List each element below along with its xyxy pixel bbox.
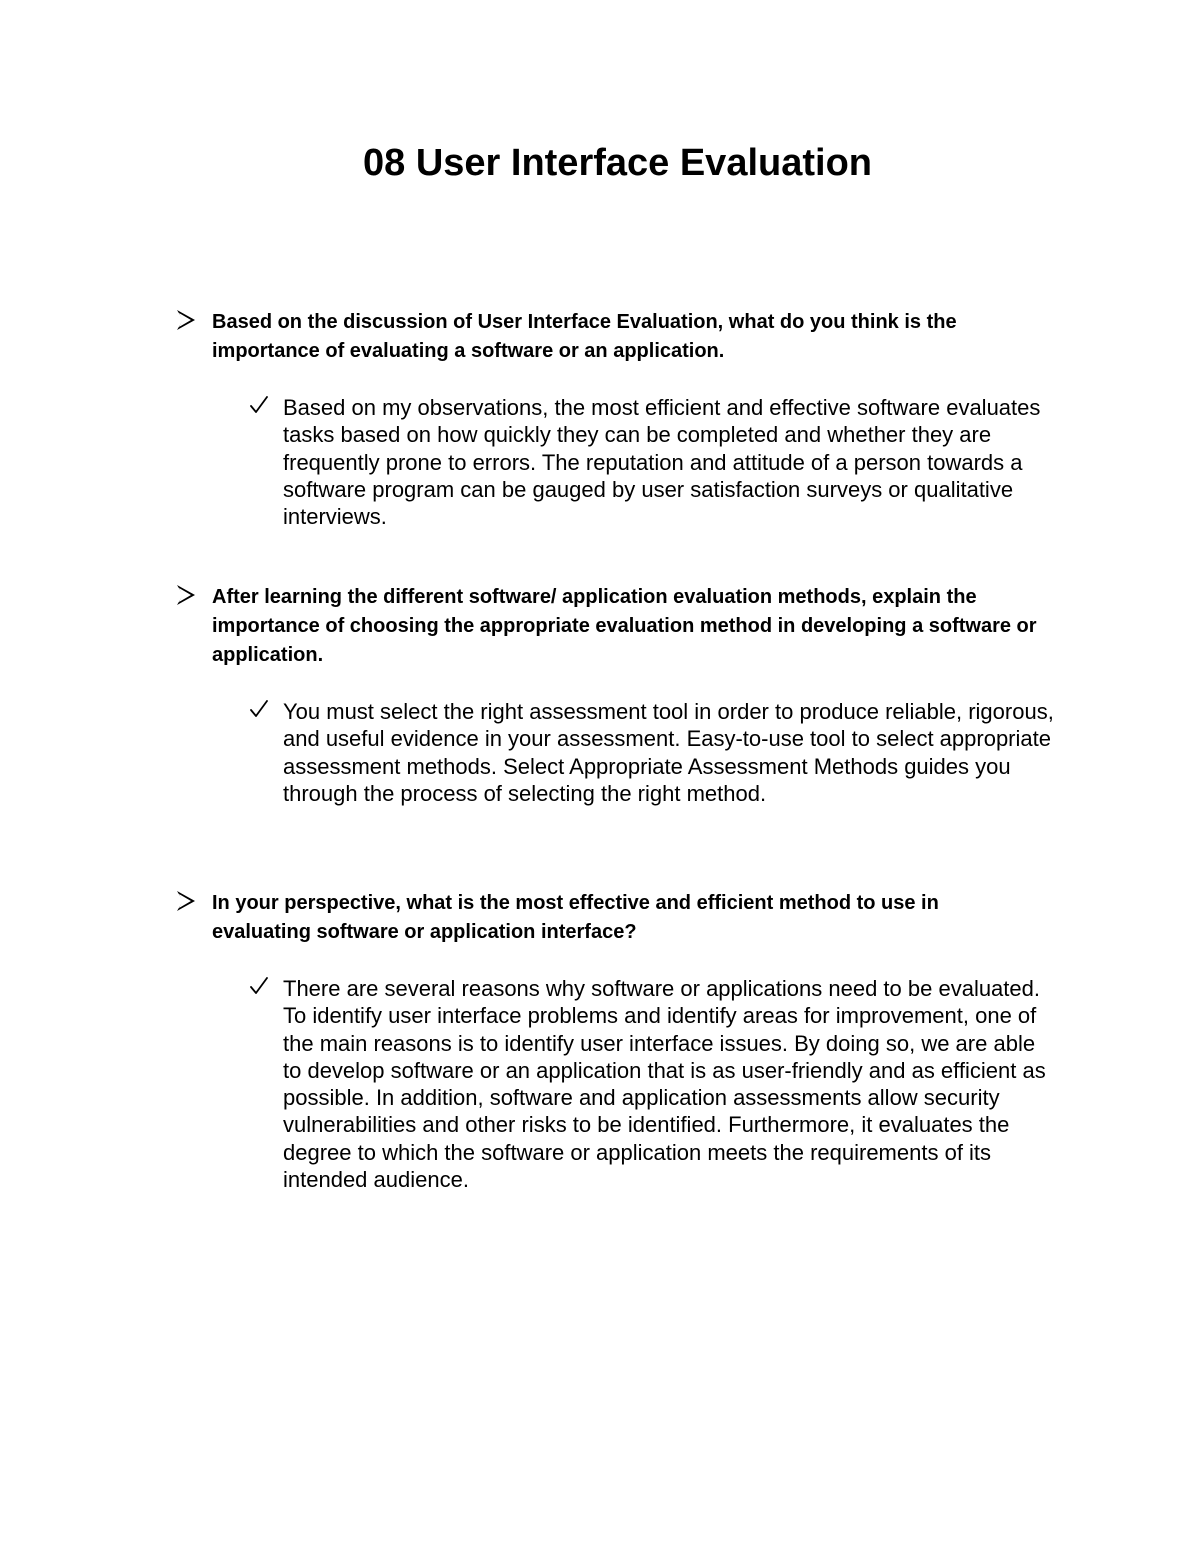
checkmark-icon: [250, 700, 268, 718]
answer-text: You must select the right assessment tool in order to produce reliable, rigorous, and useful evidence in your assessment. Easy-to-use tool to select appropriate assessment methods. Select Appropriate Assessment Methods guides you through the process of selecting the right method.: [283, 699, 1054, 806]
answer-text: Based on my observations, the most efficient and effective software evaluates tasks based on how quickly they can be completed and whether they are frequently prone to errors. The reputation and attitude of a person towards a software program can be gauged by user satisfaction surveys or qualitative interviews.: [283, 395, 1041, 530]
question-section-3: [176, 889, 1056, 1193]
question-section-1: [176, 308, 1056, 530]
question-text: After learning the different software/ application evaluation methods, explain the importance of choosing the appropriate evaluation method in developing a software or application.: [212, 586, 1037, 666]
arrow-bullet-icon: [176, 584, 196, 606]
question-text: In your perspective, what is the most effective and efficient method to use in evaluating software or application interface?: [212, 892, 939, 943]
arrow-bullet-icon: [176, 309, 196, 331]
question-text: Based on the discussion of User Interface Evaluation, what do you think is the importance of evaluating a software or an application.: [212, 311, 957, 362]
answer-text: There are several reasons why software or applications need to be evaluated. To identify user interface problems and identify areas for improvement, one of the main reasons is to identify user interface issues. By doing so, we are able to develop software or an application that is as user-friendly and as efficient as possible. In addition, software and application assessments allow security vulnerabilities and other risks to be identified. Furthermore, it evaluates the degree to which the software or application meets the requirements of its intended audience.: [283, 976, 1046, 1193]
arrow-bullet-icon: [176, 890, 196, 912]
answer-block: [176, 394, 1057, 530]
answer-block: [176, 698, 1057, 807]
page-title: 08 User Interface Evaluation: [363, 142, 872, 184]
checkmark-icon: [250, 396, 268, 414]
checkmark-icon: [250, 977, 268, 995]
answer-block: [176, 975, 1057, 1193]
question-section-2: [176, 583, 1056, 807]
